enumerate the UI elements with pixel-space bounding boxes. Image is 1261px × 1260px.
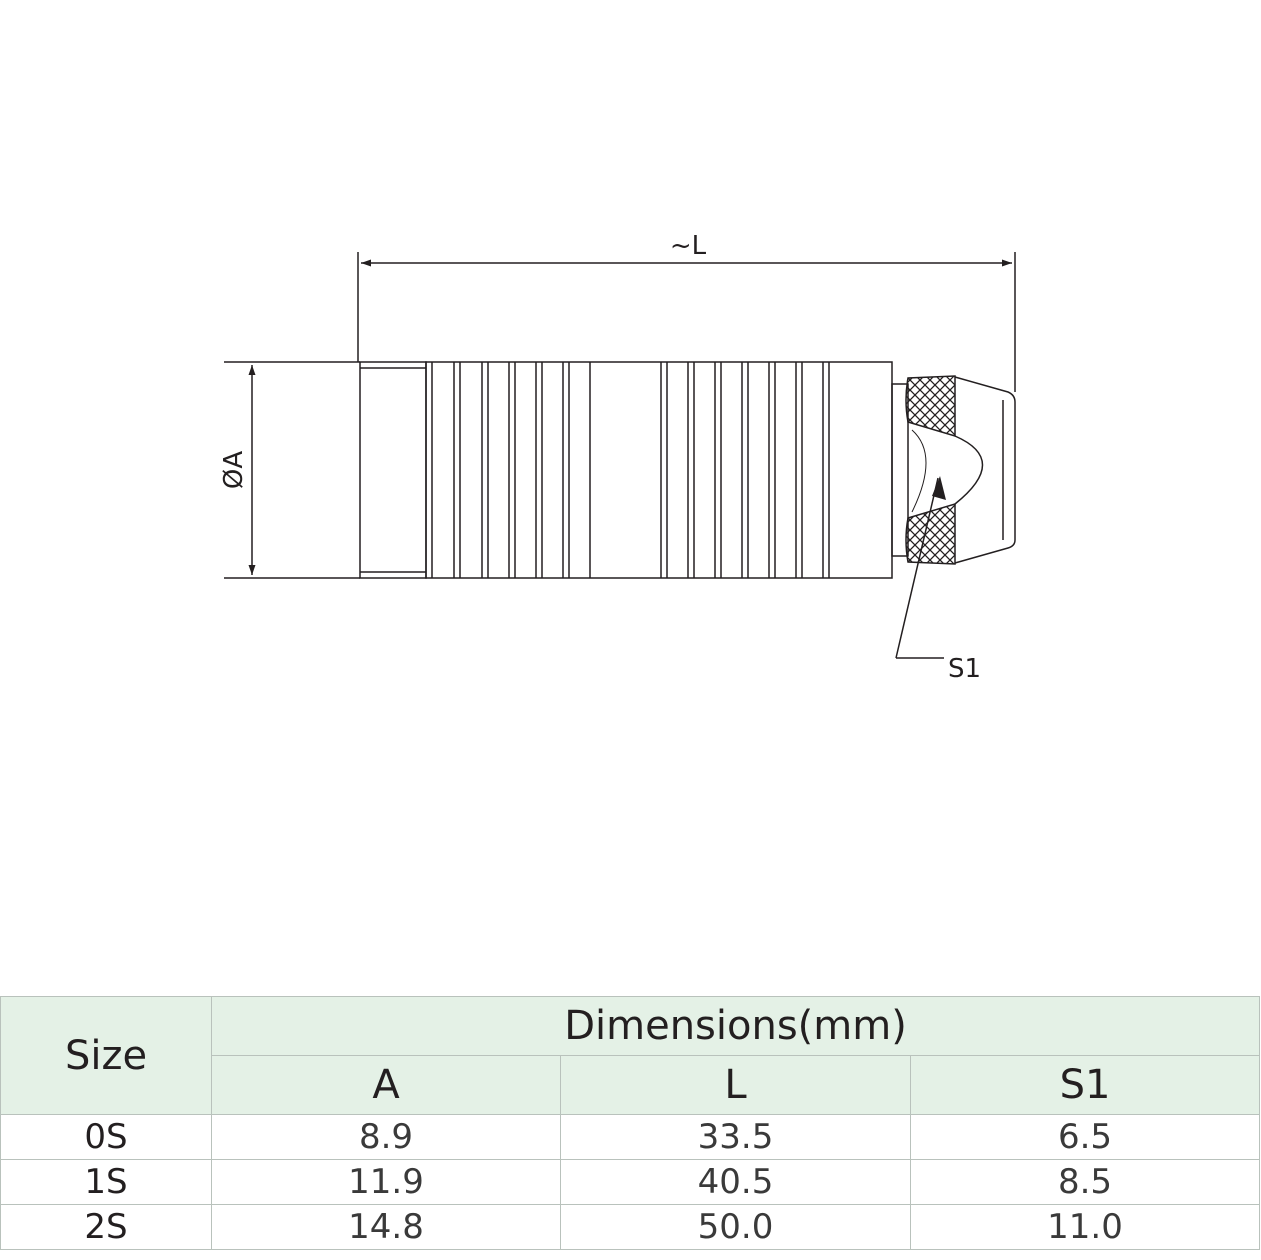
l-cell: 50.0 xyxy=(561,1205,911,1250)
s1-arrowhead xyxy=(932,476,946,500)
l-cell: 33.5 xyxy=(561,1115,911,1160)
a-cell: 14.8 xyxy=(212,1205,561,1250)
column-header-a: A xyxy=(212,1056,561,1115)
size-cell: 2S xyxy=(1,1205,212,1250)
s1-leader xyxy=(896,478,944,658)
dimensions-table xyxy=(0,996,1260,1250)
a-cell: 11.9 xyxy=(212,1160,561,1205)
table-row xyxy=(1,1160,1260,1205)
s1-cell: 8.5 xyxy=(911,1160,1260,1205)
l-cell: 40.5 xyxy=(561,1160,911,1205)
s1-cell: 11.0 xyxy=(911,1205,1260,1250)
a-cell: 8.9 xyxy=(212,1115,561,1160)
size-cell: 0S xyxy=(1,1115,212,1160)
s1-label: S1 xyxy=(948,654,982,684)
knurled-nut xyxy=(906,376,983,564)
diameter-label: ØA xyxy=(219,450,249,490)
table-row xyxy=(1,1115,1260,1160)
size-cell: 1S xyxy=(1,1160,212,1205)
size-header: Size xyxy=(1,997,212,1115)
length-label: ~L xyxy=(669,231,707,261)
table-row xyxy=(1,1205,1260,1250)
dimensions-header: Dimensions(mm) xyxy=(212,997,1260,1056)
s1-cell: 6.5 xyxy=(911,1115,1260,1160)
column-header-l: L xyxy=(561,1056,911,1115)
column-header-s1: S1 xyxy=(911,1056,1260,1115)
length-dimension xyxy=(358,252,1015,392)
